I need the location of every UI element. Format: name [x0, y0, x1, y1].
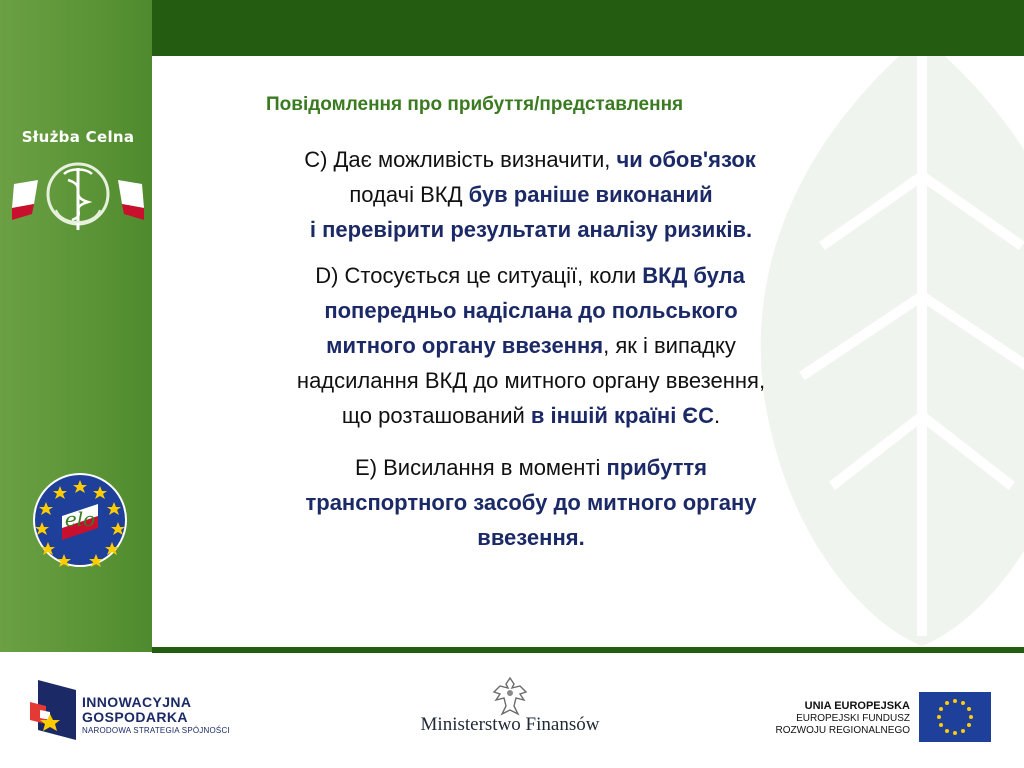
sluzba-celna-logo-text: Służba Celna: [21, 128, 135, 146]
ig-line2: GOSPODARKA: [82, 709, 188, 725]
para-d-line3: [148, 328, 914, 363]
para-d-text: .: [713, 403, 721, 428]
badge-text: elo: [64, 507, 96, 531]
para-d-bold: митного органу ввезення: [326, 333, 604, 358]
ue-line3: ROZWOJU REGIONALNEGO: [775, 725, 910, 736]
para-d-text: , як і випадку: [603, 333, 736, 358]
para-d-bold: в іншій країні ЄС: [530, 403, 714, 428]
slide-content: [152, 56, 1024, 647]
innowacyjna-gospodarka-logo-icon: [30, 680, 78, 740]
ue-line1: UNIA EUROPEJSKA: [804, 700, 910, 712]
customs-emblem-icon: [12, 150, 144, 242]
top-banner: [152, 0, 1024, 56]
para-c-bold: чи обов'язок: [616, 147, 756, 172]
paragraph-d: [214, 258, 914, 433]
ig-line3: NARODOWA STRATEGIA SPÓJNOŚCI: [82, 726, 230, 735]
para-c-line1: [146, 142, 914, 177]
para-d-line5: [148, 398, 914, 433]
para-c-text: С) Дає можливість визначити,: [304, 147, 617, 172]
eu-flag-icon: [919, 692, 991, 742]
para-c-bold: був раніше виконаний: [468, 182, 713, 207]
para-d-bold: ВКД була: [642, 263, 745, 288]
para-e-bold: прибуття: [606, 455, 707, 480]
para-e-bold: транспортного засобу до митного органу: [305, 490, 757, 515]
para-e-line1: [148, 450, 914, 485]
para-c-bold: і перевірити результати аналізу ризиків.: [309, 217, 753, 242]
ig-line1: INNOWACYJNA: [82, 694, 192, 710]
para-d-line4: [148, 363, 914, 398]
para-c-line2: [148, 177, 914, 212]
para-c-line3: [148, 212, 914, 247]
para-d-text: D) Стосується це ситуації, коли: [315, 263, 643, 288]
polish-eagle-icon: [492, 676, 528, 716]
ministerstwo-finansow-text: Ministerstwo Finansów: [420, 714, 600, 735]
para-e-line2: [148, 485, 914, 520]
para-e-text: Е) Висилання в моменті: [355, 455, 607, 480]
para-d-line2: [148, 293, 914, 328]
eu-stars-badge-icon: [32, 472, 128, 568]
para-d-text: надсилання ВКД до митного органу ввезення,: [296, 368, 766, 393]
para-d-text: що розташований: [341, 403, 531, 428]
ue-line2: EUROPEJSKI FUNDUSZ: [796, 713, 910, 724]
paragraph-e: [214, 450, 914, 555]
para-e-line3: [148, 520, 914, 555]
para-d-line1: [146, 258, 914, 293]
para-e-bold: ввезення.: [477, 525, 585, 550]
para-d-bold: попередньо надіслана до польського: [324, 298, 738, 323]
para-c-text: подачі ВКД: [349, 182, 469, 207]
paragraph-c: [214, 142, 914, 247]
slide-title: Повідомлення про прибуття/представлення: [266, 94, 684, 115]
